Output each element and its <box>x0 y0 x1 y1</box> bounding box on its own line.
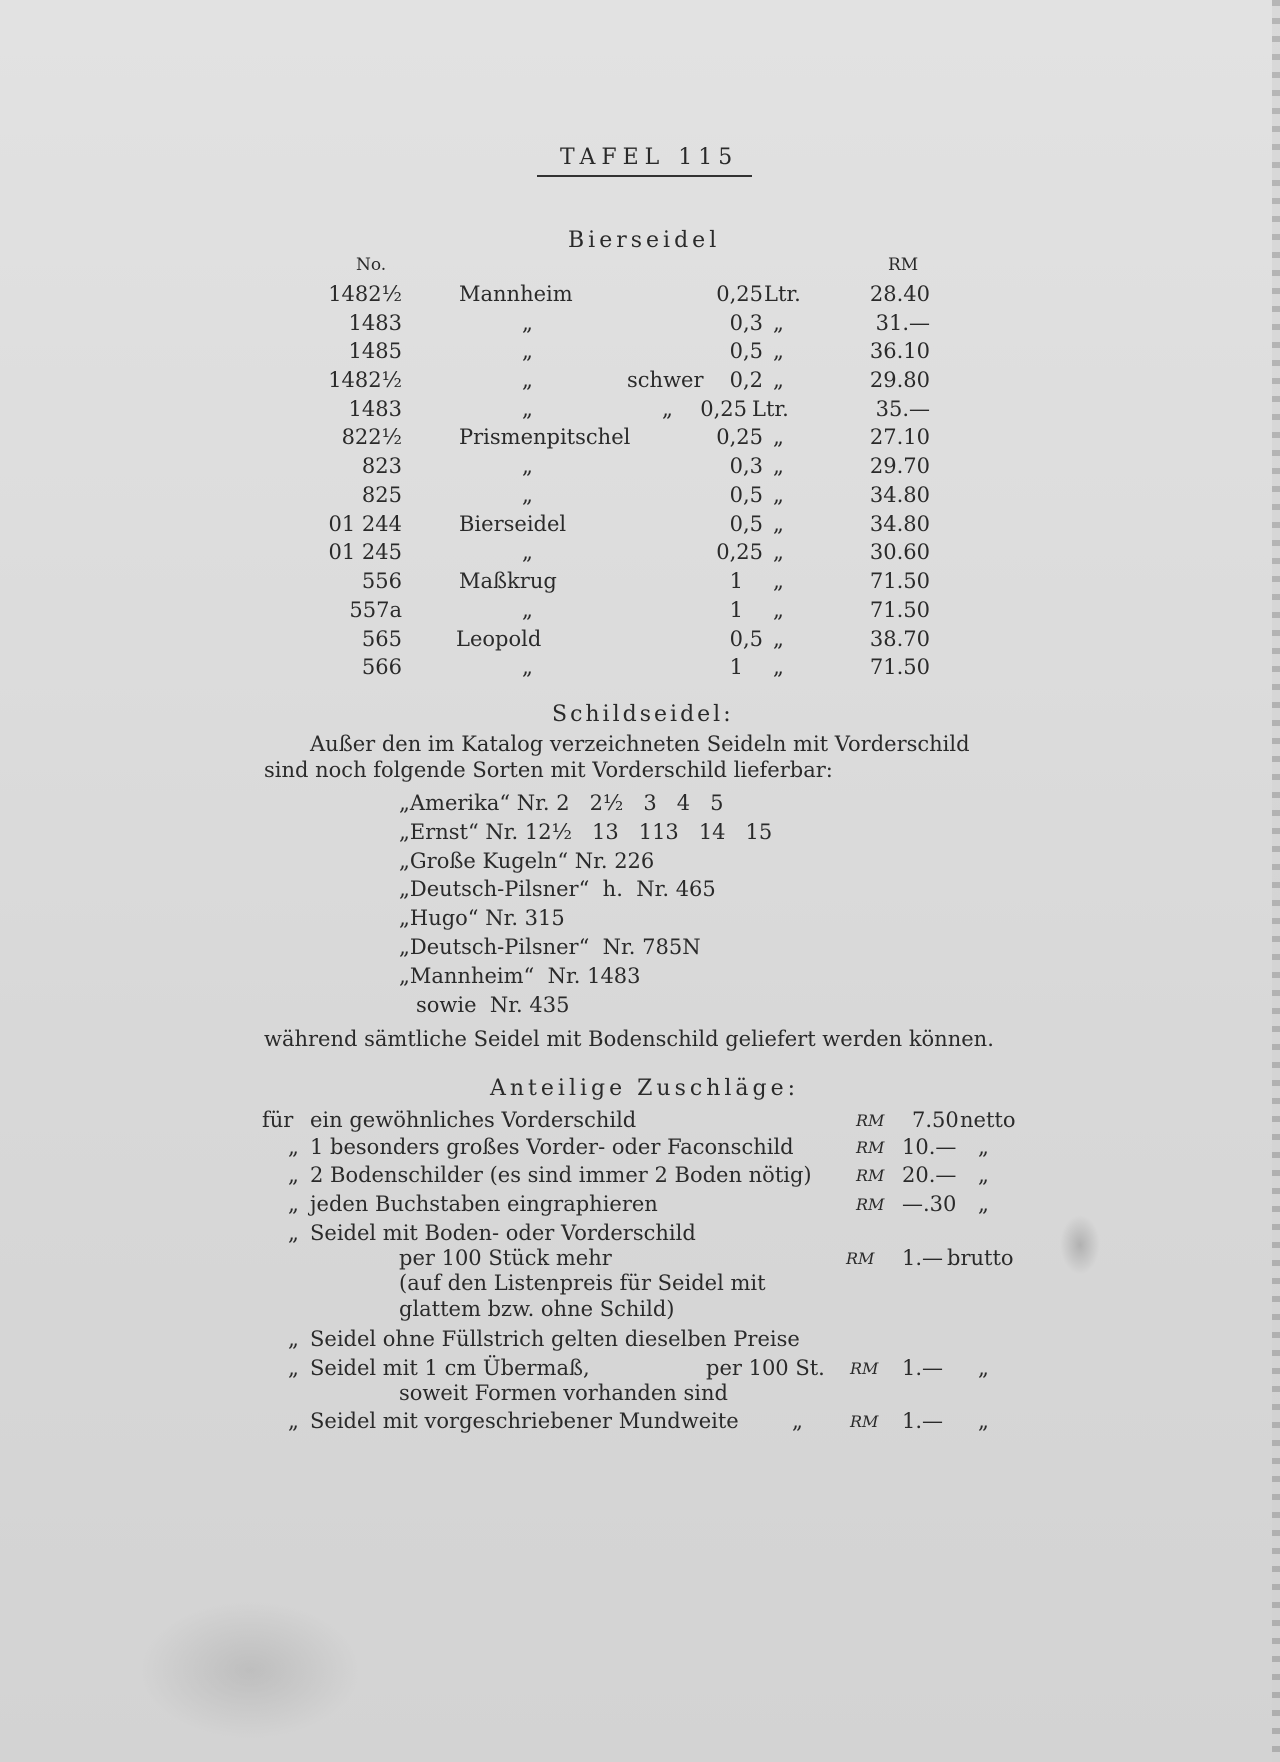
row-unit: „ <box>773 339 784 363</box>
line-suffix: netto <box>960 1108 1016 1132</box>
line-amount: 20.— <box>902 1163 957 1187</box>
line-text: per 100 Stück mehr <box>399 1246 612 1270</box>
row-unit: „ <box>773 540 784 564</box>
line-prefix: „ <box>288 1221 299 1245</box>
intro-line-1: Außer den im Katalog verzeichneten Seideln mit Vorderschild <box>310 732 970 756</box>
row-unit: „ <box>773 569 784 593</box>
row-name: „ <box>522 483 533 507</box>
row-price: 36.10 <box>869 339 930 363</box>
row-extra: „ <box>662 397 673 421</box>
line-suffix: „ <box>978 1192 989 1216</box>
line-amount: 10.— <box>902 1135 957 1159</box>
list-item: „Amerika“ Nr. 2 2½ 3 4 5 <box>399 791 724 815</box>
line-text: Seidel ohne Füllstrich gelten dieselben Preise <box>310 1327 800 1351</box>
line-text: Seidel mit vorgeschriebener Mundweite <box>310 1409 739 1433</box>
line-prefix: „ <box>288 1135 299 1159</box>
currency-sign: RM <box>856 1166 885 1185</box>
intro-line-2: sind noch folgende Sorten mit Vorderschild lieferbar: <box>264 758 833 782</box>
line-suffix: „ <box>978 1135 989 1159</box>
currency-sign: RM <box>850 1359 879 1378</box>
row-unit: Ltr. <box>764 282 801 306</box>
row-name: Mannheim <box>459 282 573 306</box>
title-underline <box>537 175 752 177</box>
line-amount: —.30 <box>902 1192 957 1216</box>
row-price: 28.40 <box>869 282 930 306</box>
row-no: 1485 <box>348 339 402 363</box>
line-prefix: „ <box>288 1192 299 1216</box>
row-no: 1483 <box>348 311 402 335</box>
row-name: Bierseidel <box>459 512 567 536</box>
line-text: 1 besonders großes Vorder- oder Faconschild <box>310 1135 794 1159</box>
column-header-no: No. <box>356 255 387 275</box>
list-item: sowie Nr. 435 <box>416 993 570 1017</box>
section-heading-schildseidel: Schildseidel: <box>552 702 734 727</box>
row-qty: 0,25 <box>716 425 763 449</box>
row-no: 01 244 <box>328 512 402 536</box>
list-item: „Deutsch-Pilsner“ h. Nr. 465 <box>399 877 716 901</box>
row-qty: 0,25 <box>716 540 763 564</box>
row-qty: 0,25 <box>716 282 763 306</box>
row-price: 35.— <box>875 397 930 421</box>
currency-sign: RM <box>856 1111 885 1130</box>
line-mid: „ <box>792 1409 803 1433</box>
row-unit: „ <box>773 598 784 622</box>
line-text: (auf den Listenpreis für Seidel mit <box>399 1271 766 1295</box>
column-header-rm: RM <box>888 255 919 275</box>
row-qty: 0,2 <box>729 368 763 392</box>
row-qty: 0,3 <box>729 311 763 335</box>
row-name: „ <box>522 311 533 335</box>
line-prefix: „ <box>288 1327 299 1351</box>
section-heading-bierseidel: Bierseidel <box>568 228 721 253</box>
row-name: Maßkrug <box>459 569 557 593</box>
section-heading-zuschlaege: Anteilige Zuschläge: <box>490 1076 800 1101</box>
list-item: „Hugo“ Nr. 315 <box>399 906 565 930</box>
row-unit: „ <box>773 512 784 536</box>
paper-stain <box>1060 1215 1100 1275</box>
line-text: Seidel mit 1 cm Übermaß, <box>310 1356 590 1380</box>
row-no: 01 245 <box>328 540 402 564</box>
row-no: 822½ <box>341 425 402 449</box>
line-text: ein gewöhnliches Vorderschild <box>310 1108 637 1132</box>
row-qty: 0,5 <box>729 627 763 651</box>
row-unit: „ <box>773 311 784 335</box>
page-title: TAFEL 115 <box>560 145 739 170</box>
line-text: 2 Bodenschilder (es sind immer 2 Boden nötig) <box>310 1163 812 1187</box>
row-qty: 0,5 <box>729 512 763 536</box>
row-unit: „ <box>773 655 784 679</box>
line-prefix: „ <box>288 1409 299 1433</box>
row-price: 27.10 <box>869 425 930 449</box>
currency-sign: RM <box>856 1138 885 1157</box>
line-amount: 7.50 <box>912 1108 959 1132</box>
row-name: „ <box>522 397 533 421</box>
line-amount: 1.— <box>902 1409 944 1433</box>
row-name: Leopold <box>456 627 542 651</box>
row-unit: „ <box>773 425 784 449</box>
row-qty: 0,5 <box>729 483 763 507</box>
line-text: Seidel mit Boden- oder Vorderschild <box>310 1221 696 1245</box>
row-unit: „ <box>773 627 784 651</box>
list-item: „Ernst“ Nr. 12½ 13 113 14 15 <box>399 820 773 844</box>
line-suffix: „ <box>978 1163 989 1187</box>
row-name: „ <box>522 598 533 622</box>
row-price: 29.70 <box>869 454 930 478</box>
row-qty: 0,5 <box>729 339 763 363</box>
row-no: 1482½ <box>328 368 402 392</box>
line-text: glattem bzw. ohne Schild) <box>399 1297 675 1321</box>
line-prefix: „ <box>288 1163 299 1187</box>
row-price: 30.60 <box>869 540 930 564</box>
row-qty: 1 <box>729 598 743 622</box>
row-price: 38.70 <box>869 627 930 651</box>
list-item: „Deutsch-Pilsner“ Nr. 785N <box>399 935 701 959</box>
row-price: 71.50 <box>869 598 930 622</box>
line-text: soweit Formen vorhanden sind <box>399 1381 728 1405</box>
row-no: 556 <box>361 569 402 593</box>
row-no: 823 <box>361 454 402 478</box>
line-amount: 1.— <box>902 1356 944 1380</box>
row-no: 1482½ <box>328 282 402 306</box>
row-name: Prismenpitschel <box>459 425 631 449</box>
row-no: 565 <box>361 627 402 651</box>
row-extra: schwer <box>627 368 704 392</box>
currency-sign: RM <box>846 1249 875 1268</box>
row-unit: „ <box>773 368 784 392</box>
row-price: 31.— <box>875 311 930 335</box>
line-prefix: „ <box>288 1356 299 1380</box>
list-item: „Mannheim“ Nr. 1483 <box>399 964 641 988</box>
row-price: 29.80 <box>869 368 930 392</box>
page-edge <box>1272 0 1280 1762</box>
row-name: „ <box>522 454 533 478</box>
row-qty: 0,3 <box>729 454 763 478</box>
line-mid: per 100 St. <box>706 1356 825 1380</box>
row-no: 557a <box>349 598 402 622</box>
row-price: 71.50 <box>869 655 930 679</box>
row-name: „ <box>522 339 533 363</box>
row-name: „ <box>522 655 533 679</box>
row-qty: 1 <box>729 569 743 593</box>
row-price: 71.50 <box>869 569 930 593</box>
line-suffix: „ <box>978 1409 989 1433</box>
currency-sign: RM <box>856 1195 885 1214</box>
row-qty: 0,25 <box>700 397 747 421</box>
line-prefix: für <box>262 1108 294 1132</box>
row-name: „ <box>522 368 533 392</box>
outro-line: während sämtliche Seidel mit Bodenschild geliefert werden können. <box>264 1027 994 1051</box>
row-qty: 1 <box>729 655 743 679</box>
row-price: 34.80 <box>869 483 930 507</box>
line-amount: 1.— <box>902 1246 944 1270</box>
line-suffix: „ <box>978 1356 989 1380</box>
row-unit: „ <box>773 483 784 507</box>
list-item: „Große Kugeln“ Nr. 226 <box>399 849 655 873</box>
paper-stain <box>140 1600 360 1740</box>
row-price: 34.80 <box>869 512 930 536</box>
row-name: „ <box>522 540 533 564</box>
line-text: jeden Buchstaben eingraphieren <box>310 1192 658 1216</box>
row-unit: „ <box>773 454 784 478</box>
row-no: 566 <box>361 655 402 679</box>
row-no: 825 <box>361 483 402 507</box>
line-suffix: brutto <box>947 1246 1014 1270</box>
row-no: 1483 <box>348 397 402 421</box>
currency-sign: RM <box>850 1412 879 1431</box>
row-unit: Ltr. <box>752 397 789 421</box>
